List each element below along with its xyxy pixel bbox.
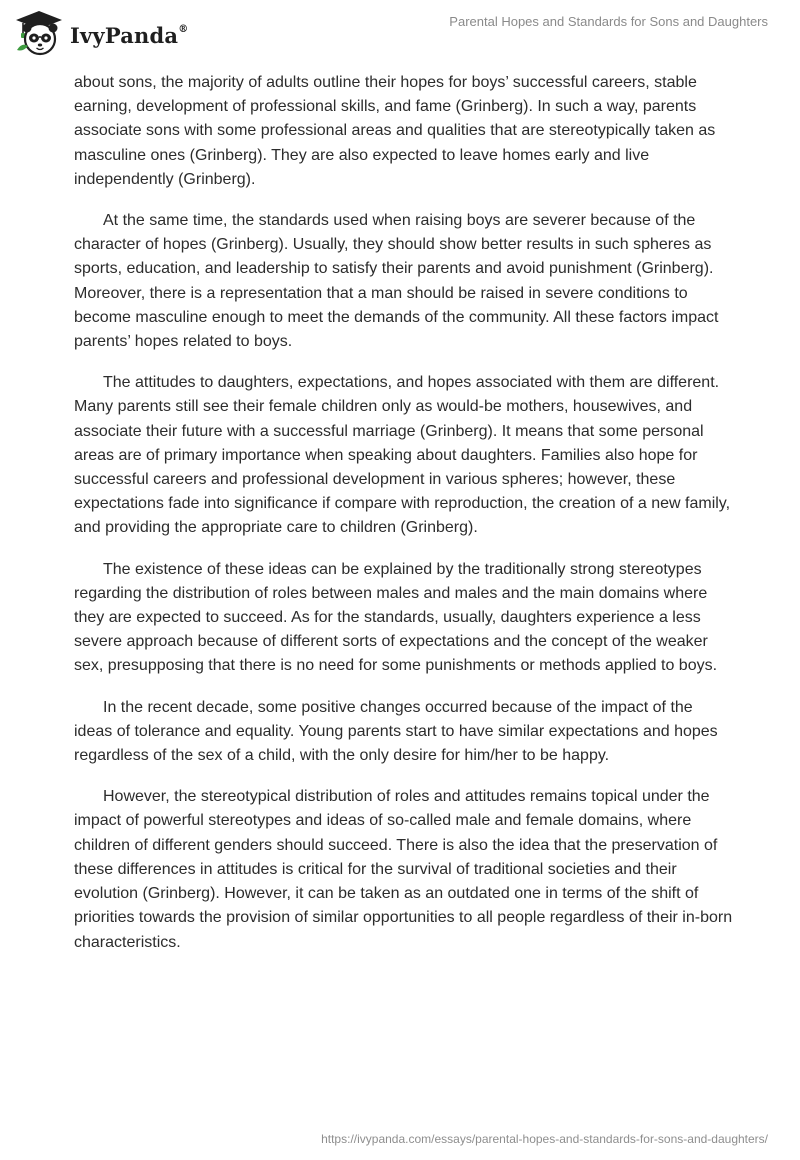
essay-paragraph: At the same time, the standards used when raising boys are severer because of the character of hopes (Grinberg). Usually, they should show better results in such spheres as sports, education, and leadership to satisfy their parents and avoid punishment (Grinberg). Moreover, there is a representation that a man should be raised in severe conditions to become masculine enough to meet the demands of the community. All these factors impact parents’ hopes related to boys.	[74, 212, 719, 351]
brand-logo[interactable]	[14, 10, 188, 56]
essay-paragraph: The attitudes to daughters, expectations, and hopes associated with them are different. Many parents still see their female children only as would-be mothers, housewives, and associate their future with a successful marriage (Grinberg). It means that some personal areas are of primary importance when speaking about daughters. Families also hope for successful careers and professional development in various spheres; however, these expectations fade into significance if compare with reproduction, the creation of a new family, and providing the appropriate care to children (Grinberg).	[74, 374, 731, 537]
essay-paragraph: about sons, the majority of adults outline their hopes for boys’ successful careers, stable earning, development of professional skills, and fame (Grinberg). In such a way, parents associate sons with some professional areas and qualities that are stereotypically taken as masculine ones (Grinberg). They are also expected to leave homes early and live independently (Grinberg).	[74, 74, 716, 188]
essay-paragraph: The existence of these ideas can be explained by the traditionally strong stereotypes regarding the distribution of roles between males and males and the main domains where they are expected to succeed. As for the standards, usually, daughters experience a less severe approach because of different sorts of expectations and the concept of the weaker sex, presupposing that there is no need for some punishments or methods applied to boys.	[74, 560, 718, 675]
brand-name: IvyPanda®	[70, 22, 189, 48]
panda-graduate-icon	[14, 10, 64, 56]
page-header	[0, 0, 800, 70]
essay-paragraph: In the recent decade, some positive changes occurred because of the impact of the ideas of tolerance and equality. Young parents start to have similar expectations and hopes regardless of the sex of a child, with the only desire for him/her to be happy.	[74, 698, 718, 765]
essay-body	[74, 71, 734, 972]
source-url-link[interactable]: https://ivypanda.com/essays/parental-hopes-and-standards-for-sons-and-daughters/	[321, 1132, 768, 1146]
document-title: Parental Hopes and Standards for Sons and Daughters	[449, 14, 768, 29]
essay-paragraph: However, the stereotypical distribution of roles and attitudes remains topical under the impact of powerful stereotypes and ideas of so-called male and female domains, where children of different genders should succeed. There is also the idea that the preservation of these differences in attitudes is critical for the survival of traditional societies and their evolution (Grinberg). However, it can be taken as an outdated one in terms of the shift of priorities towards the provision of similar opportunities to all people regardless of their in-born characteristics.	[74, 788, 733, 951]
